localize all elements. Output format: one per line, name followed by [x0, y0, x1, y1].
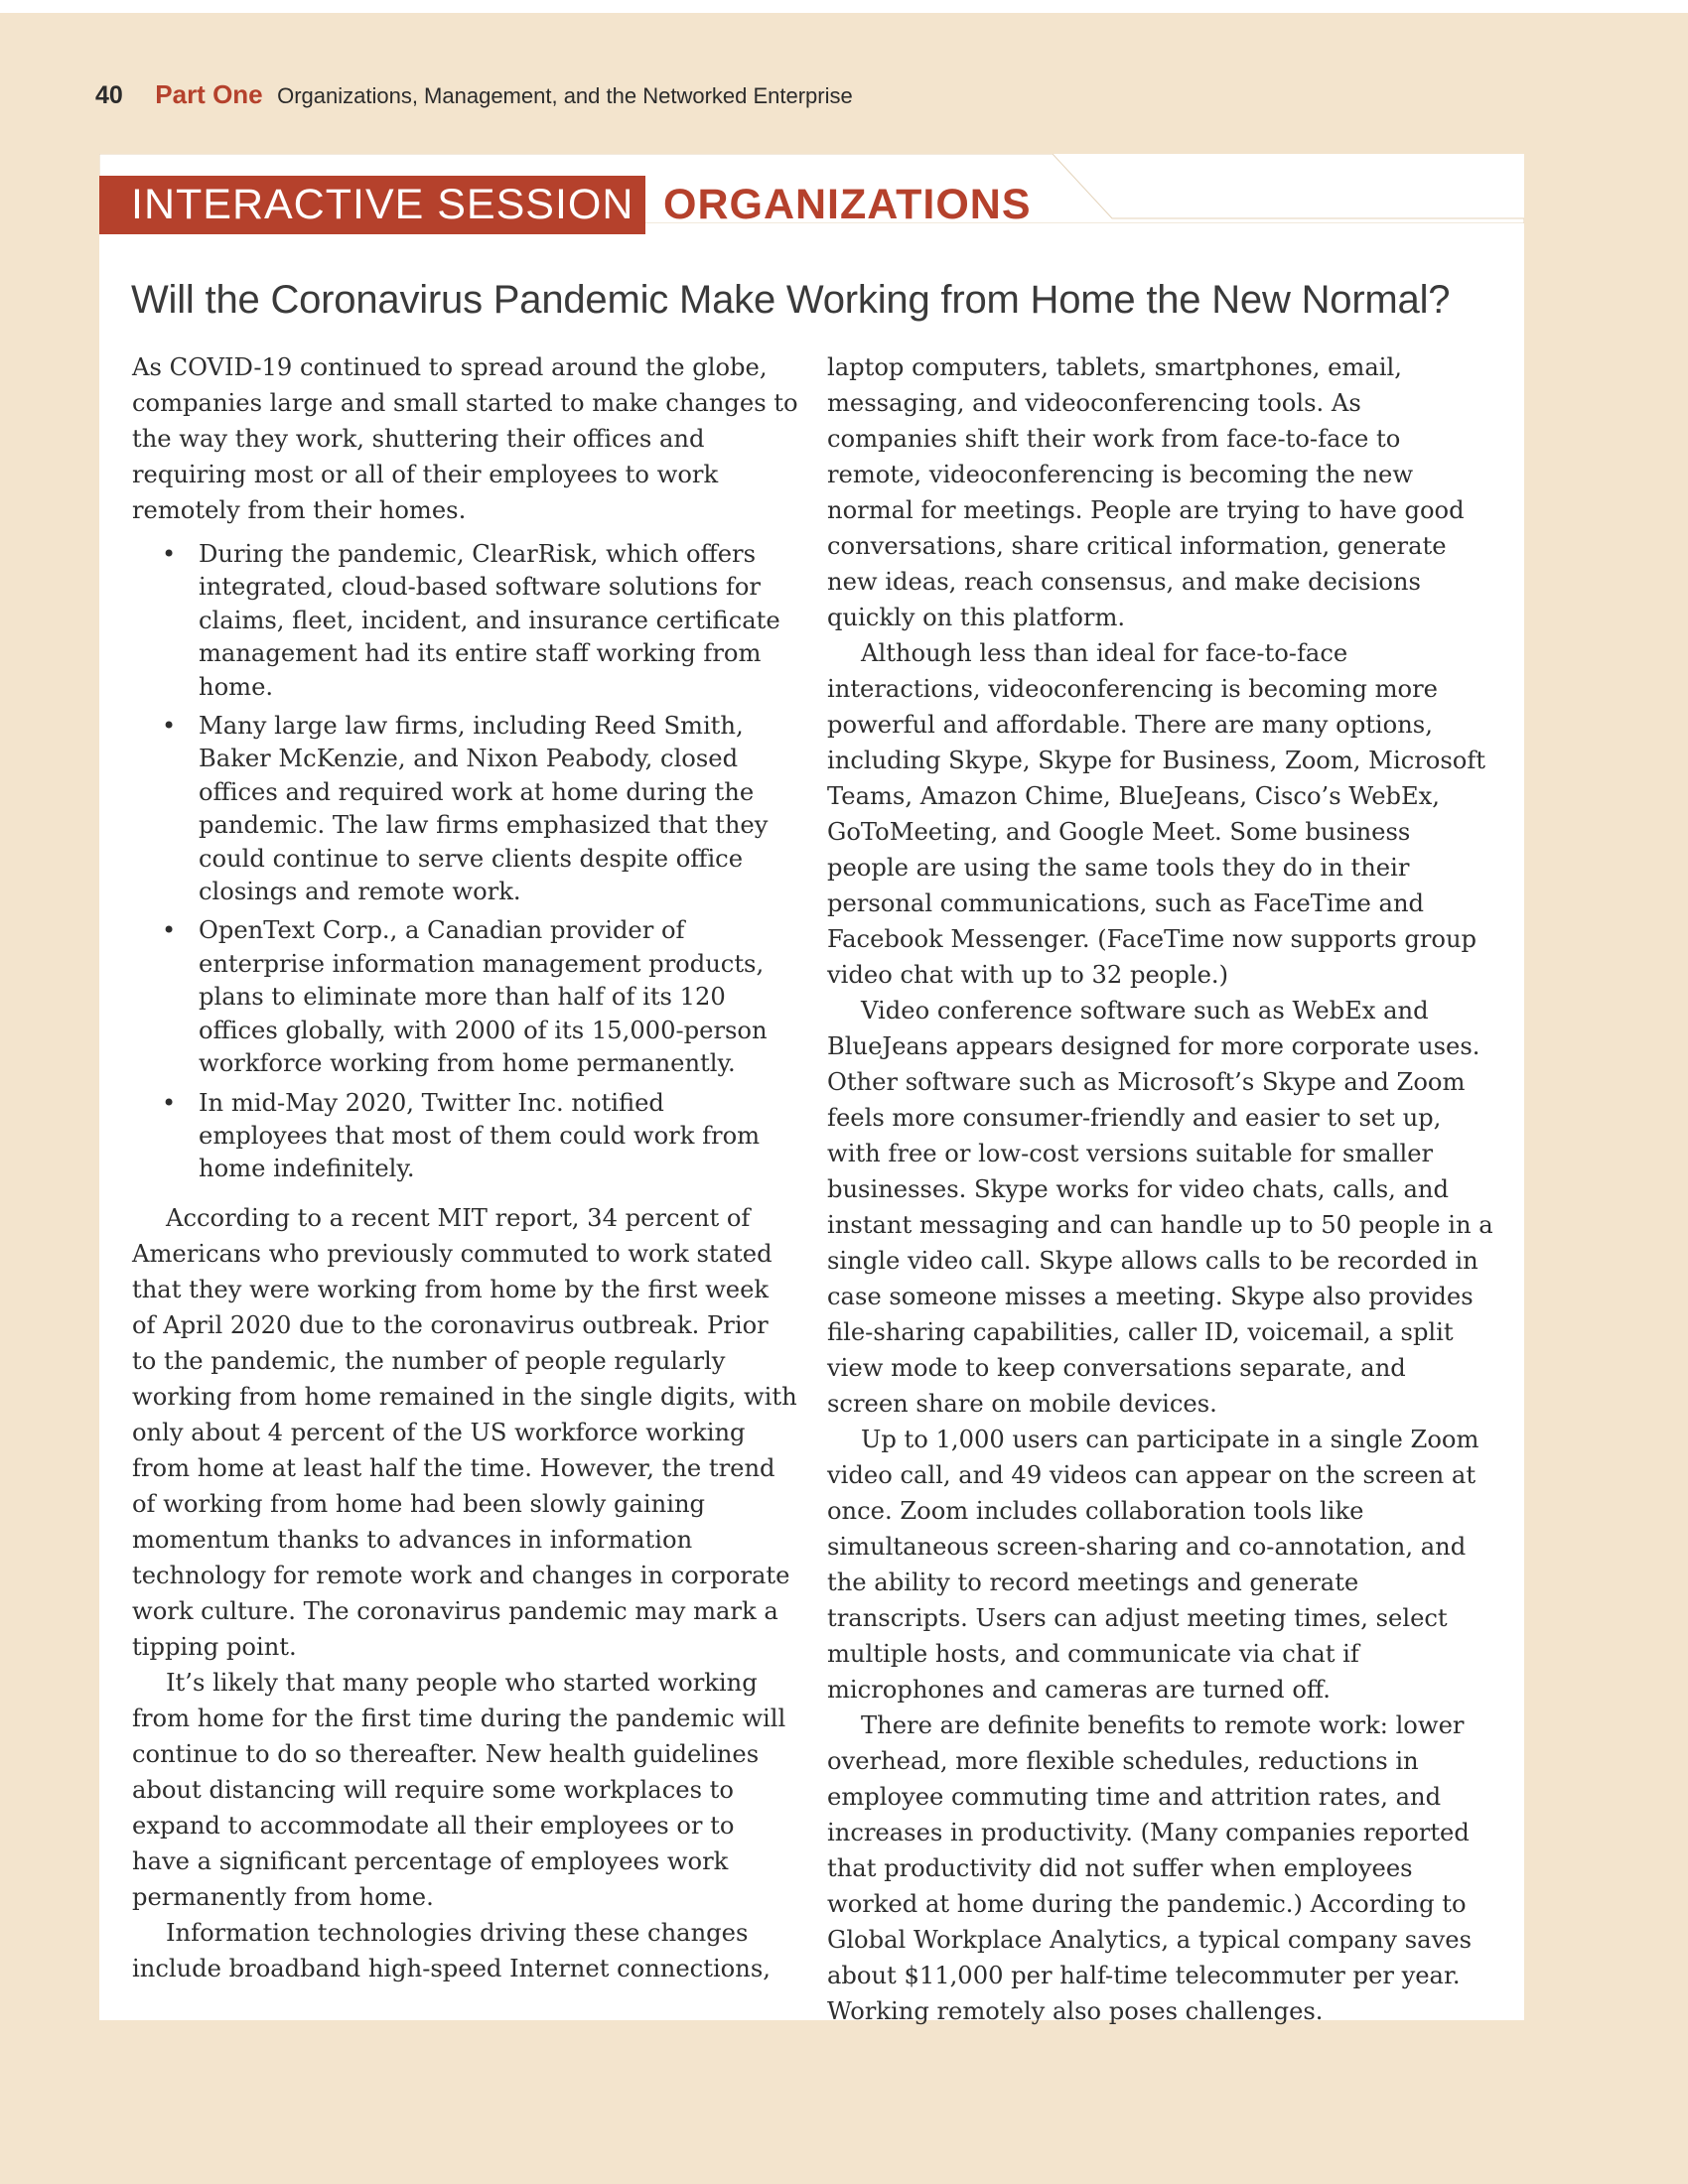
- part-label: Part One: [155, 79, 263, 109]
- session-topic: ORGANIZATIONS: [663, 181, 1032, 228]
- bullet-icon: •: [162, 540, 177, 568]
- page-top-edge: [0, 0, 1688, 13]
- chapter-title: Organizations, Management, and the Networked Enterprise: [277, 83, 853, 108]
- body-paragraph: Although less than ideal for face-to-face interactions, videoconferencing is becoming more powerful and affordable. There are many options, including Skype, Skype for Business, Zoom, Microsoft Teams, Amazon Chime, BlueJeans, Cisco’s WebEx, GoToMeeting, and Google Meet. Some business people are using the same tools they do in their personal communications, such as FaceTime and Facebook Messenger. (FaceTime now supports group video chat with up to 32 people.): [827, 639, 1486, 989]
- bullet-icon: •: [162, 916, 177, 945]
- left-column: [132, 349, 799, 1986]
- body-paragraph: Information technologies driving these changes include broadband high-speed Internet connections,: [132, 1918, 771, 1982]
- example-list: [132, 538, 799, 1186]
- body-paragraph: According to a recent MIT report, 34 percent of Americans who previously commuted to work stated that they were working from home by the first week of April 2020 due to the coronavirus outbreak. Prior to the pandemic, the number of people regularly working from home remained in the single digits, with only about 4 percent of the US workforce working from home at least half the time. However, the trend of working from home had been slowly gaining momentum thanks to advances in information technology for remote work and changes in corporate work culture. The coronavirus pandemic may mark a tipping point.: [132, 1203, 797, 1661]
- intro-paragraph: As COVID-19 continued to spread around the globe, companies large and small started to make changes to the way they work, shuttering their offices and requiring most or all of their employees to work remotely from their homes.: [132, 353, 798, 524]
- running-header: [95, 79, 853, 110]
- body-paragraph: There are definite benefits to remote work: lower overhead, more flexible schedules, reductions in employee commuting time and attrition rates, and increases in productivity. (Many companies reported that productivity did not suffer when employees worked at home during the pandemic.) According to Global Workplace Analytics, a typical company saves about $11,000 per half-time telecommuter per year. Working remotely also poses challenges.: [827, 1711, 1472, 2025]
- list-item: • In mid-May 2020, Twitter Inc. notified employees that most of them could work from home indefinitely.: [162, 1088, 761, 1183]
- body-paragraph: It’s likely that many people who started working from home for the first time during the pandemic will continue to do so thereafter. New health guidelines about distancing will require some workplaces to expand to accommodate all their employees or to have a significant percentage of employees work permanently from home.: [132, 1668, 786, 1911]
- list-item: • Many large law firms, including Reed Smith, Baker McKenzie, and Nixon Peabody, closed offices and required work at home during the pandemic. The law firms emphasized that they could continue to serve clients despite office closings and remote work.: [162, 712, 769, 906]
- body-paragraph: laptop computers, tablets, smartphones, email, messaging, and videoconferencing tools. As companies shift their work from face-to-face to remote, videoconferencing is becoming the new normal for meetings. People are trying to have good conversations, share critical information, generate new ideas, reach consensus, and make decisions quickly on this platform.: [827, 353, 1465, 631]
- article-title: Will the Coronavirus Pandemic Make Working from Home the New Normal?: [131, 278, 1451, 322]
- interactive-session-box: [99, 154, 1524, 2025]
- list-item: • During the pandemic, ClearRisk, which offers integrated, cloud-based software solutions for claims, fleet, incident, and insurance certificate management had its entire staff working from home.: [162, 540, 780, 701]
- body-paragraph: Up to 1,000 users can participate in a single Zoom video call, and 49 videos can appear on the screen at once. Zoom includes collaboration tools like simultaneous screen-sharing and co-annotation, and the ability to record meetings and generate transcripts. Users can adjust meeting times, select multiple hosts, and communicate via chat if microphones and cameras are turned off.: [827, 1426, 1479, 1704]
- page-number: 40: [95, 81, 123, 109]
- bullet-icon: •: [162, 1088, 177, 1117]
- right-column: [827, 349, 1494, 2029]
- list-item: • OpenText Corp., a Canadian provider of enterprise information management products, plans to eliminate more than half of its 120 offices globally, with 2000 of its 15,000-person workforce working from home permanently.: [162, 916, 768, 1078]
- bullet-icon: •: [162, 712, 177, 741]
- session-label: INTERACTIVE SESSION: [99, 176, 645, 234]
- body-paragraph: Video conference software such as WebEx and BlueJeans appears designed for more corporate uses. Other software such as Microsoft’s Skype and Zoom feels more consumer-friendly and easier to set up, with free or low-cost versions suitable for smaller businesses. Skype works for video chats, calls, and instant messaging and can handle up to 50 people in a single video call. Skype allows calls to be recorded in case someone misses a meeting. Skype also provides file-sharing capabilities, caller ID, voicemail, a split view mode to keep conversations separate, and screen share on mobile devices.: [827, 997, 1493, 1418]
